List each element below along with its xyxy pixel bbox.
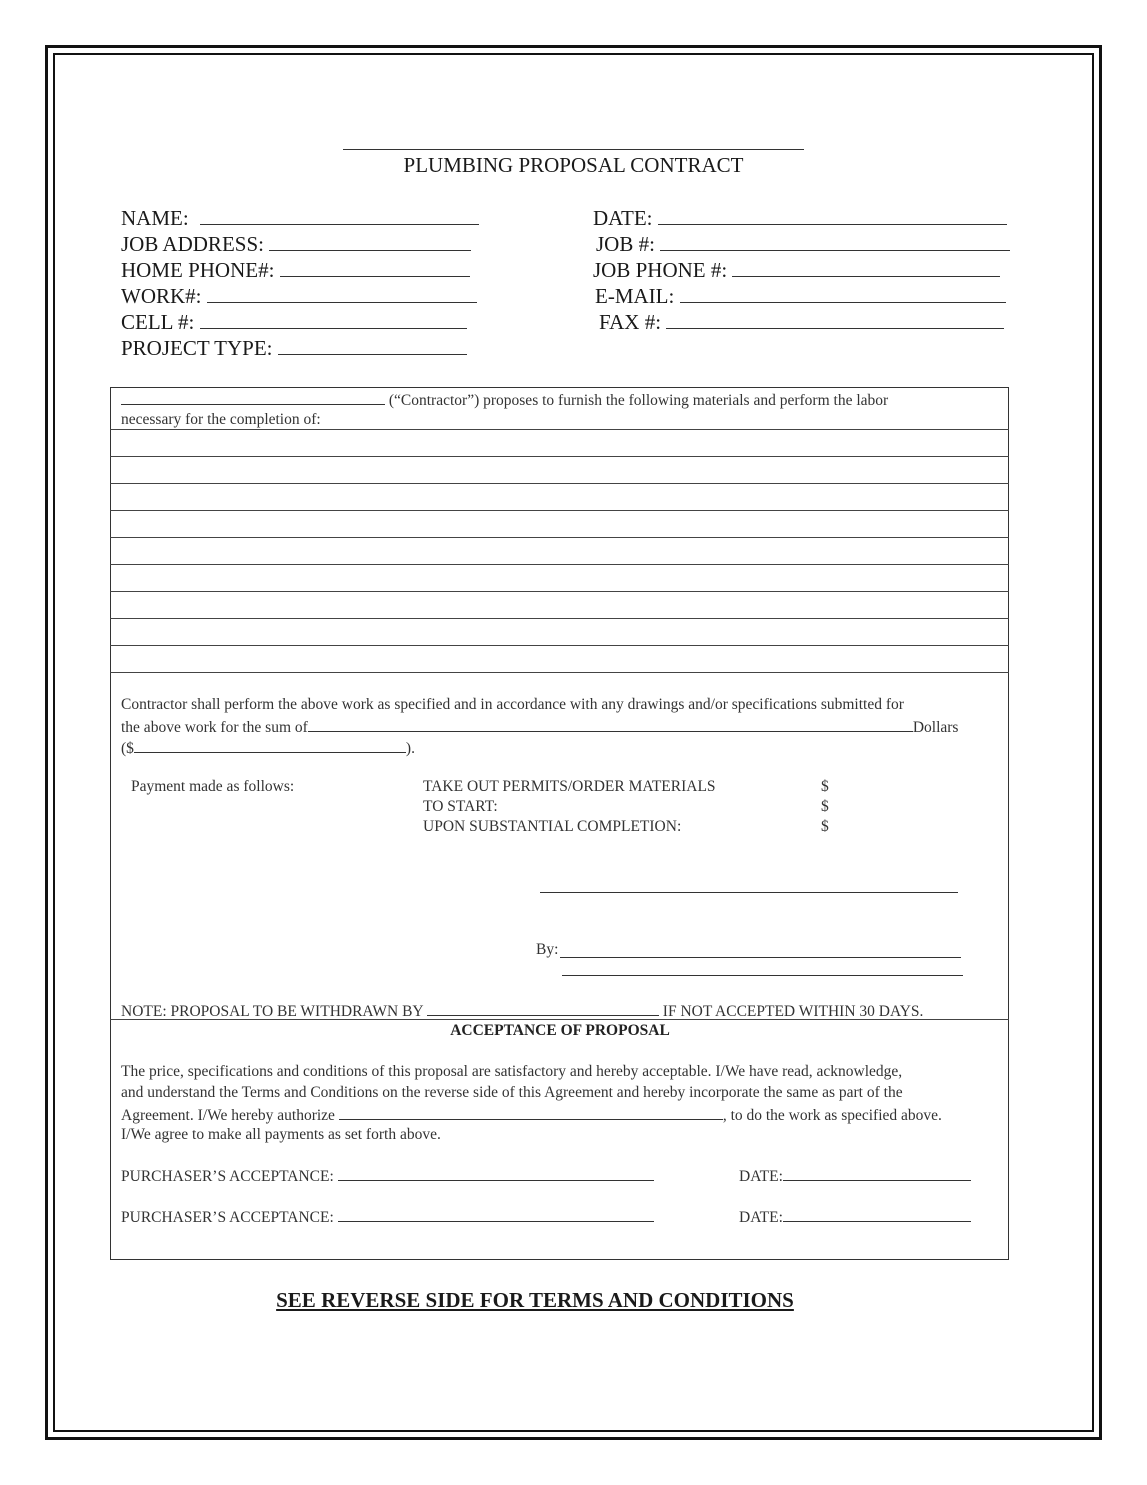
- sum-text-line1: Contractor shall perform the above work as specified and in accordance with any drawings and/or specifications submitted for: [121, 696, 904, 713]
- contractor-name-input[interactable]: [121, 390, 385, 405]
- purchaser-date-1: [739, 1166, 971, 1186]
- acceptance-text-3: [121, 1105, 942, 1125]
- project-type-label: PROJECT TYPE:: [121, 336, 273, 360]
- payment-amount-start[interactable]: $: [821, 798, 829, 815]
- work-label: WORK#:: [121, 284, 202, 308]
- acceptance-heading: ACCEPTANCE OF PROPOSAL: [450, 1022, 670, 1039]
- page-title: PLUMBING PROPOSAL CONTRACT: [403, 153, 744, 177]
- purchaser-label: PURCHASER’S ACCEPTANCE:: [121, 1209, 334, 1226]
- purchaser-date-input[interactable]: [783, 1207, 971, 1222]
- acceptance-text-2: and understand the Terms and Conditions on the reverse side of this Agreement and hereby incorporate the same as part of the: [121, 1084, 903, 1101]
- description-line[interactable]: [110, 429, 1009, 430]
- acceptance-text-1: The price, specifications and conditions of this proposal are satisfactory and hereby acceptable. I/We have read, acknowledge,: [121, 1063, 903, 1080]
- job-phone-label: JOB PHONE #:: [593, 258, 728, 282]
- name-input[interactable]: [200, 206, 479, 225]
- payment-label: Payment made as follows:: [131, 778, 295, 795]
- dollars-label: Dollars: [912, 719, 959, 736]
- home-phone-label: HOME PHONE#:: [121, 258, 275, 282]
- purchaser-date-input[interactable]: [783, 1166, 971, 1181]
- purchaser-acceptance-2: [121, 1207, 654, 1227]
- authorize-prefix: Agreement. I/We hereby authorize: [121, 1107, 335, 1124]
- job-number-input[interactable]: [660, 232, 1010, 251]
- name-label: NAME:: [121, 206, 189, 230]
- date-input[interactable]: [658, 206, 1007, 225]
- terms-footer-text: SEE REVERSE SIDE FOR TERMS AND CONDITIONS: [276, 1288, 794, 1312]
- purchaser-signature-input[interactable]: [338, 1166, 654, 1181]
- description-line[interactable]: [110, 645, 1009, 646]
- dollar-open: ($: [121, 740, 134, 757]
- sum-words-input[interactable]: [308, 717, 913, 732]
- job-number-field[interactable]: [596, 232, 1010, 257]
- cell-input[interactable]: [200, 310, 467, 329]
- name-field[interactable]: [121, 206, 479, 231]
- description-line[interactable]: [110, 564, 1009, 565]
- payment-amount-permits[interactable]: $: [821, 778, 829, 795]
- job-address-input[interactable]: [269, 232, 471, 251]
- job-phone-field[interactable]: [593, 258, 1000, 283]
- description-line[interactable]: [110, 456, 1009, 457]
- job-address-label: JOB ADDRESS:: [121, 232, 264, 256]
- title-blank-line[interactable]: [343, 149, 804, 150]
- description-line[interactable]: [110, 510, 1009, 511]
- withdraw-date-input[interactable]: [427, 1001, 659, 1016]
- fax-field[interactable]: [599, 310, 1004, 335]
- work-field[interactable]: [121, 284, 477, 309]
- sum-prefix: the above work for the sum of: [121, 719, 308, 736]
- note-line: [121, 1001, 923, 1021]
- email-input[interactable]: [680, 284, 1006, 303]
- email-label: E-MAIL:: [595, 284, 675, 308]
- description-line[interactable]: [110, 537, 1009, 538]
- project-type-input[interactable]: [278, 336, 467, 355]
- purchaser-label: PURCHASER’S ACCEPTANCE:: [121, 1168, 334, 1185]
- contractor-signature-line[interactable]: [540, 892, 958, 893]
- project-type-field[interactable]: [121, 336, 467, 361]
- description-line[interactable]: [110, 483, 1009, 484]
- job-number-label: JOB #:: [596, 232, 655, 256]
- payment-item-start: TO START:: [423, 798, 498, 815]
- by-label: By:: [536, 941, 559, 958]
- acceptance-text-4: I/We agree to make all payments as set forth above.: [121, 1126, 441, 1143]
- cell-field[interactable]: [121, 310, 467, 335]
- note-suffix: IF NOT ACCEPTED WITHIN 30 DAYS.: [662, 1003, 924, 1020]
- fax-label: FAX #:: [599, 310, 662, 334]
- by-signature-line[interactable]: [560, 957, 961, 958]
- dollar-close: ).: [405, 740, 415, 757]
- contractor-text: (“Contractor”) proposes to furnish the following materials and perform the labor: [388, 392, 889, 409]
- date-label: DATE:: [593, 206, 653, 230]
- work-input[interactable]: [207, 284, 477, 303]
- sum-text-line3: [121, 738, 415, 758]
- date-label: DATE:: [739, 1168, 783, 1185]
- purchaser-signature-input[interactable]: [338, 1207, 654, 1222]
- description-line[interactable]: [110, 618, 1009, 619]
- email-field[interactable]: [595, 284, 1006, 309]
- sum-text-line2: [121, 717, 958, 737]
- payment-item-completion: UPON SUBSTANTIAL COMPLETION:: [423, 818, 682, 835]
- note-prefix: NOTE: PROPOSAL TO BE WITHDRAWN BY: [121, 1003, 424, 1020]
- home-phone-field[interactable]: [121, 258, 470, 283]
- purchaser-acceptance-1: [121, 1166, 654, 1186]
- date-field[interactable]: [593, 206, 1007, 231]
- fax-input[interactable]: [666, 310, 1004, 329]
- cell-label: CELL #:: [121, 310, 195, 334]
- authorize-suffix: , to do the work as specified above.: [722, 1107, 942, 1124]
- sum-amount-input[interactable]: [134, 738, 406, 753]
- home-phone-input[interactable]: [280, 258, 470, 277]
- terms-footer: [0, 1288, 1070, 1313]
- description-line[interactable]: [110, 672, 1009, 673]
- payment-item-permits: TAKE OUT PERMITS/ORDER MATERIALS: [423, 778, 716, 795]
- job-phone-input[interactable]: [732, 258, 1000, 277]
- description-line[interactable]: [110, 591, 1009, 592]
- completion-text: necessary for the completion of:: [121, 411, 321, 428]
- job-address-field[interactable]: [121, 232, 471, 257]
- authorize-name-input[interactable]: [339, 1105, 723, 1120]
- date-label: DATE:: [739, 1209, 783, 1226]
- acceptance-divider: [110, 1019, 1009, 1020]
- payment-amount-completion[interactable]: $: [821, 818, 829, 835]
- contractor-line: [121, 390, 888, 410]
- purchaser-date-2: [739, 1207, 971, 1227]
- title-signature-line[interactable]: [562, 975, 963, 976]
